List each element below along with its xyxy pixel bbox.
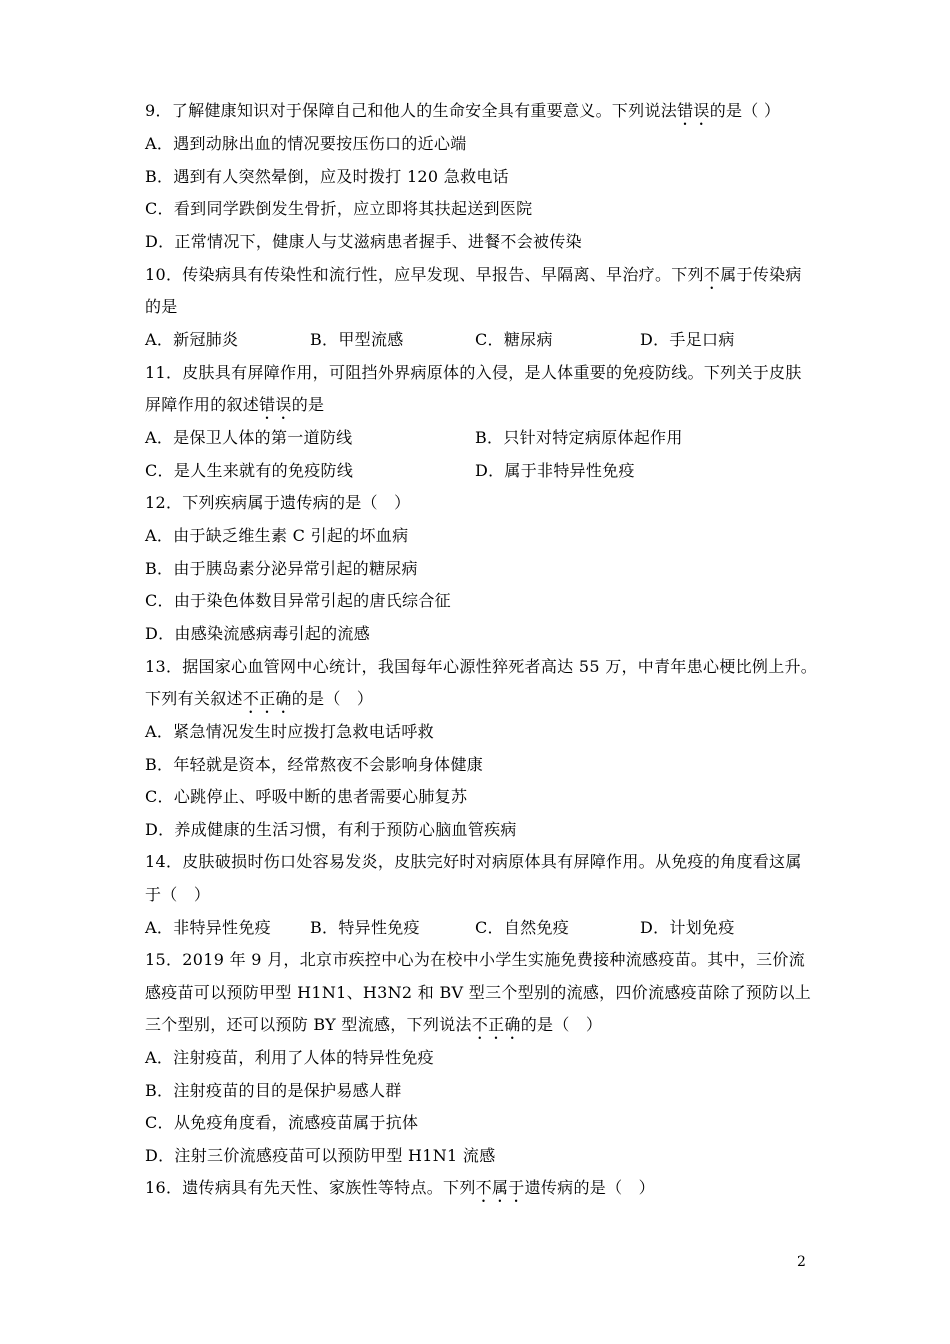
- emphasis-text: 不正确: [471, 1015, 521, 1034]
- q14-option-c: C．自然免疫: [475, 918, 570, 937]
- q15-option-a: A．注射疫苗，利用了人体的特异性免疫: [145, 1048, 434, 1067]
- q16-stem: [145, 1178, 655, 1206]
- q11-stem-line2: [145, 395, 324, 423]
- q10-option-b: B．甲型流感: [310, 330, 404, 349]
- q11-stem-tail: 的是: [291, 395, 325, 414]
- q11-option-c: C．是人生来就有的免疫防线: [145, 461, 354, 480]
- q15-stem-line3: [145, 1015, 602, 1043]
- q13-stem-line2: [145, 689, 373, 717]
- q10-option-a: A．新冠肺炎: [145, 330, 239, 349]
- q15-stem-line1: 15．2019 年 9 月，北京市疾控中心为在校中小学生实施免费接种流感疫苗。其中，三价流: [145, 950, 806, 969]
- q15-stem-tail: 的是（ ）: [520, 1015, 603, 1034]
- q13-option-a: A．紧急情况发生时应拨打急救电话呼救: [145, 722, 434, 741]
- emphasis-text: 错误: [259, 395, 292, 414]
- q10-option-c: C．糖尿病: [475, 330, 553, 349]
- q14-stem-line2: 于（ ）: [145, 885, 211, 904]
- q9-stem: [145, 101, 780, 129]
- q10-option-d: D．手足口病: [640, 330, 735, 349]
- q14-option-d: D．计划免疫: [640, 918, 735, 937]
- q10-stem-text: 10．传染病具有传染性和流行性，应早发现、早报告、早隔离、早治疗。下列: [145, 265, 704, 284]
- q13-option-c: C．心跳停止、呼吸中断的患者需要心肺复苏: [145, 787, 468, 806]
- q10-stem-line2: 的是: [145, 297, 178, 316]
- q11-option-d: D．属于非特异性免疫: [475, 461, 635, 480]
- q13-option-b: B．年轻就是资本，经常熬夜不会影响身体健康: [145, 755, 484, 774]
- q10-stem-tail: 属于传染病: [720, 265, 802, 284]
- q14-option-b: B．特异性免疫: [310, 918, 420, 937]
- q14-option-a: A．非特异性免疫: [145, 918, 271, 937]
- q11-stem-line1: 11．皮肤具有屏障作用，可阻挡外界病原体的入侵，是人体重要的免疫防线。下列关于皮肤: [145, 363, 802, 382]
- emphasis-text: 不: [703, 265, 721, 284]
- q15-stem-line2: 感疫苗可以预防甲型 H1N1、H3N2 和 BV 型三个型别的流感，四价流感疫苗除了预防以上: [145, 983, 812, 1002]
- q11-option-b: B．只针对特定病原体起作用: [475, 428, 683, 447]
- q13-stem-line1: 13．据国家心血管网中心统计，我国每年心源性猝死者高达 55 万，中青年患心梗比例上升。: [145, 657, 818, 676]
- emphasis-text: 不属于: [475, 1178, 525, 1197]
- q15-stem-text: 三个型别，还可以预防 BY 型流感，下列说法: [145, 1015, 472, 1034]
- q11-stem-text: 屏障作用的叙述: [145, 395, 260, 414]
- q11-option-a: A．是保卫人体的第一道防线: [145, 428, 353, 447]
- q9-option-d: D．正常情况下，健康人与艾滋病患者握手、进餐不会被传染: [145, 232, 582, 251]
- q13-stem-tail: 的是（ ）: [291, 689, 374, 708]
- page-number: 2: [797, 1254, 806, 1270]
- emphasis-text: 错误: [677, 101, 710, 120]
- q16-stem-tail: 遗传病的是（ ）: [524, 1178, 655, 1197]
- q9-stem-text: 9．了解健康知识对于保障自己和他人的生命安全具有重要意义。下列说法: [145, 101, 678, 120]
- q15-option-b: B．注射疫苗的目的是保护易感人群: [145, 1081, 402, 1100]
- q14-stem-line1: 14．皮肤破损时伤口处容易发炎，皮肤完好时对病原体具有屏障作用。从免疫的角度看这属: [145, 852, 802, 871]
- q13-option-d: D．养成健康的生活习惯，有利于预防心脑血管疾病: [145, 820, 517, 839]
- q9-option-b: B．遇到有人突然晕倒，应及时拨打 120 急救电话: [145, 167, 509, 186]
- q12-option-d: D．由感染流感病毒引起的流感: [145, 624, 371, 643]
- q12-stem: 12．下列疾病属于遗传病的是（ ）: [145, 493, 411, 512]
- q9-option-a: A．遇到动脉出血的情况要按压伤口的近心端: [145, 134, 467, 153]
- q12-option-b: B．由于胰岛素分泌异常引起的糖尿病: [145, 559, 418, 578]
- q9-stem-tail: 的是（ ）: [709, 101, 781, 120]
- q12-option-c: C．由于染色体数目异常引起的唐氏综合征: [145, 591, 451, 610]
- q16-stem-text: 16．遗传病具有先天性、家族性等特点。下列: [145, 1178, 476, 1197]
- q10-stem-line1: [145, 265, 802, 293]
- q12-option-a: A．由于缺乏维生素 C 引起的坏血病: [145, 526, 409, 545]
- q15-option-c: C．从免疫角度看，流感疫苗属于抗体: [145, 1113, 419, 1132]
- q9-option-c: C．看到同学跌倒发生骨折，应立即将其扶起送到医院: [145, 199, 533, 218]
- q15-option-d: D．注射三价流感疫苗可以预防甲型 H1N1 流感: [145, 1146, 496, 1165]
- emphasis-text: 不正确: [242, 689, 292, 708]
- q13-stem-text: 下列有关叙述: [145, 689, 243, 708]
